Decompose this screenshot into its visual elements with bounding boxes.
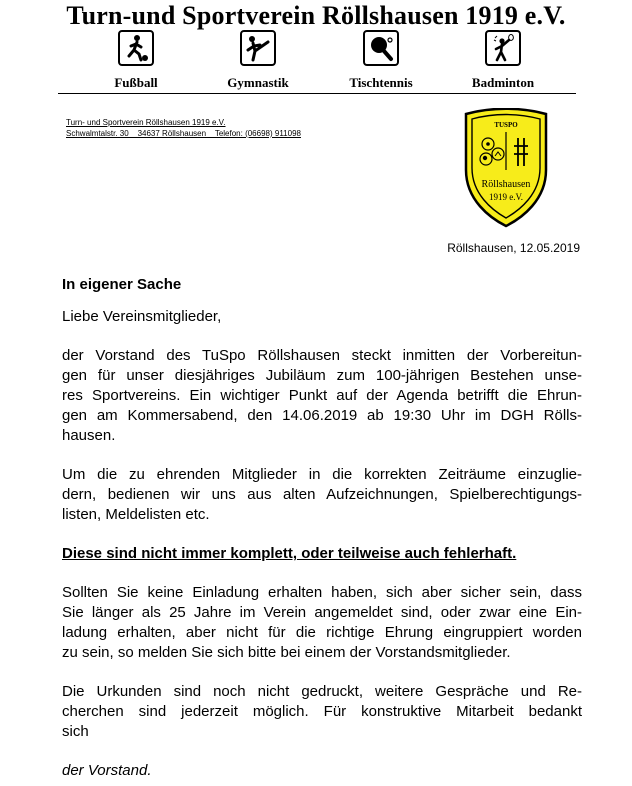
badminton-icon (485, 30, 521, 66)
letter-emphasis: Diese sind nicht immer komplett, oder teilweise auch fehlerhaft. (62, 545, 517, 562)
header-rule (58, 93, 576, 94)
paragraph-line: zu sein, so melden Sie sich bitte bei einem der Vorstandsmitglieder. (62, 644, 511, 661)
sport-label-table-tennis: Tischtennis (349, 75, 413, 90)
paragraph-line: cherchen sind jederzeit möglich. Für konstruktive Mitarbeit bedankt (62, 703, 582, 720)
paragraph-line: der Vorstand des TuSpo Röllshausen steckt inmitten der Vorbereitun- (62, 347, 582, 364)
paragraph-line: Sollten Sie keine Einladung erhalten haben, sich aber sicher sein, dass (62, 584, 582, 601)
sender-line-2: Schwalmtalstr. 30 34637 Röllshausen Telefon: (06698) 911098 (66, 129, 301, 138)
letter-paragraph-1 (62, 346, 582, 446)
letter-body (62, 275, 582, 781)
paragraph-line: Sie länger als 25 Jahre im Verein angemeldet sind, oder zwar eine Ein- (62, 604, 582, 621)
club-crest (462, 108, 550, 228)
paragraph-line: hausen. (62, 427, 116, 444)
paragraph-line: dern, bedienen wir uns aus alten Aufzeichnungen, Spielberechtigungs- (62, 486, 582, 503)
football-player-icon (118, 30, 154, 66)
sport-label-badminton: Badminton (471, 75, 535, 90)
sport-table-tennis (326, 30, 436, 91)
letter-date: Röllshausen, 12.05.2019 (447, 241, 580, 255)
gymnastics-icon (240, 30, 276, 66)
letter-paragraph-4 (62, 682, 582, 742)
paragraph-line: res Sportvereins. Ein wichtiger Punkt auf der Agenda betrifft die Ehrun- (62, 387, 582, 404)
sport-label-football: Fußball (114, 75, 158, 90)
crest-top-text: TUSPO (494, 121, 518, 129)
paragraph-line: ladung erhalten, aber nicht für die richtige Ehrung eingruppiert worden (62, 624, 582, 641)
sport-gymnastics (203, 30, 313, 91)
club-title: Turn-und Sportverein Röllshausen 1919 e.V. (66, 1, 566, 30)
paragraph-line: listen, Meldelisten etc. (62, 506, 210, 523)
crest-name: Röllshausen (481, 179, 531, 190)
letter-signoff: der Vorstand. (62, 762, 152, 779)
paragraph-line: Die Urkunden sind noch nicht gedruckt, weitere Gespräche und Re- (62, 683, 582, 700)
crest-table-tennis-icon-paddle (483, 156, 487, 160)
letter-salutation: Liebe Vereinsmitglieder, (62, 308, 222, 325)
table-tennis-icon (363, 30, 399, 66)
sender-address (66, 117, 301, 139)
letter-paragraph-3 (62, 583, 582, 663)
paragraph-line: gen am Kommersabend, den 14.06.2019 ab 19:30 Uhr im DGH Rölls- (62, 407, 582, 424)
sender-line-1: Turn- und Sportverein Röllshausen 1919 e.V. (66, 118, 226, 127)
paragraph-line: sich (62, 723, 89, 740)
sport-football (81, 30, 191, 91)
crest-football-icon-dot (486, 142, 490, 146)
letter-heading: In eigener Sache (62, 276, 182, 293)
letter-paragraph-2 (62, 465, 582, 525)
crest-year: 1919 e.V. (488, 192, 524, 202)
paragraph-line: gen für unser diesjähriges Jubiläum zum 100-jährigen Bestehen unse- (62, 367, 582, 384)
paragraph-line: Um die zu ehrenden Mitglieder in die korrekten Zeiträume einzuglie- (62, 466, 582, 483)
sport-label-gymnastics: Gymnastik (227, 75, 289, 90)
sport-badminton (448, 30, 558, 91)
